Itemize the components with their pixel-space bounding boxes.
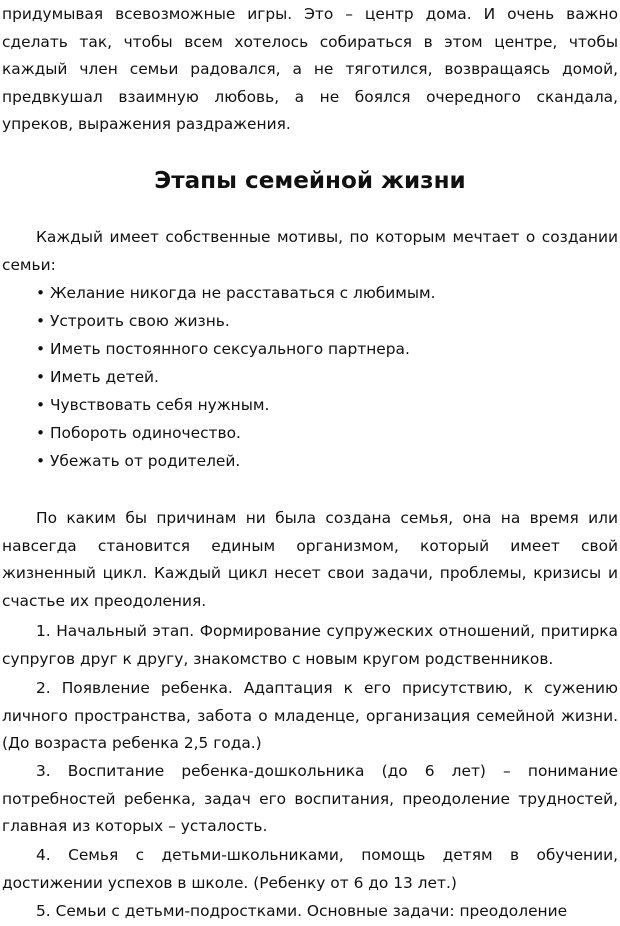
list-item: • Чувствовать себя нужным.	[36, 396, 270, 414]
stage-item: 5. Семьи с детьми-подростками. Основные задачи: преодоление	[36, 902, 568, 920]
list-item: • Устроить свою жизнь.	[36, 312, 230, 330]
list-item: • Желание никогда не расставаться с любимым.	[36, 284, 436, 302]
stage-item: 3. Воспитание ребенка-дошкольника (до 6 лет) – понимание потребностей ребенка, задач его воспитания, преодоление трудностей, главная из которых – усталость.	[2, 762, 618, 836]
cycle-paragraph: По каким бы причинам ни была создана семья, она на время или навсегда становится единым организмом, который имеет свой жизненный цикл. Каждый цикл несет свои задачи, проблемы, кризисы и счастье их преодоления.	[2, 509, 618, 610]
stage-item: 1. Начальный этап. Формирование супружеских отношений, притирка супругов друг к другу, знакомство с новым кругом родственников.	[2, 622, 618, 668]
motives-intro-paragraph: Каждый имеет собственные мотивы, по которым мечтает о создании семьи:	[2, 228, 618, 274]
stage-item: 2. Появление ребенка. Адаптация к его присутствию, к сужению личного пространства, забота о младенце, организация семейной жизни. (До возраста ребенка 2,5 года.)	[2, 679, 618, 753]
list-item: • Побороть одиночество.	[36, 424, 241, 442]
list-item: • Иметь постоянного сексуального партнера.	[36, 340, 410, 358]
intro-paragraph: придумывая всевозможные игры. Это – центр дома. И очень важно сделать так, чтобы всем хотелось собираться в этом центре, чтобы каждый член семьи радовался, а не тяготился, возвращаясь домой, предвкушал взаимную любовь, а не боялся очередного скандала, упреков, выражения раздражения.	[2, 5, 618, 134]
list-item: • Иметь детей.	[36, 368, 159, 386]
section-heading: Этапы семейной жизни	[154, 168, 466, 194]
stage-item: 4. Семья с детьми-школьниками, помощь детям в обучении, достижении успехов в школе. (Ребенку от 6 до 13 лет.)	[2, 846, 618, 892]
motives-list	[36, 279, 436, 475]
list-item: • Убежать от родителей.	[36, 452, 241, 470]
